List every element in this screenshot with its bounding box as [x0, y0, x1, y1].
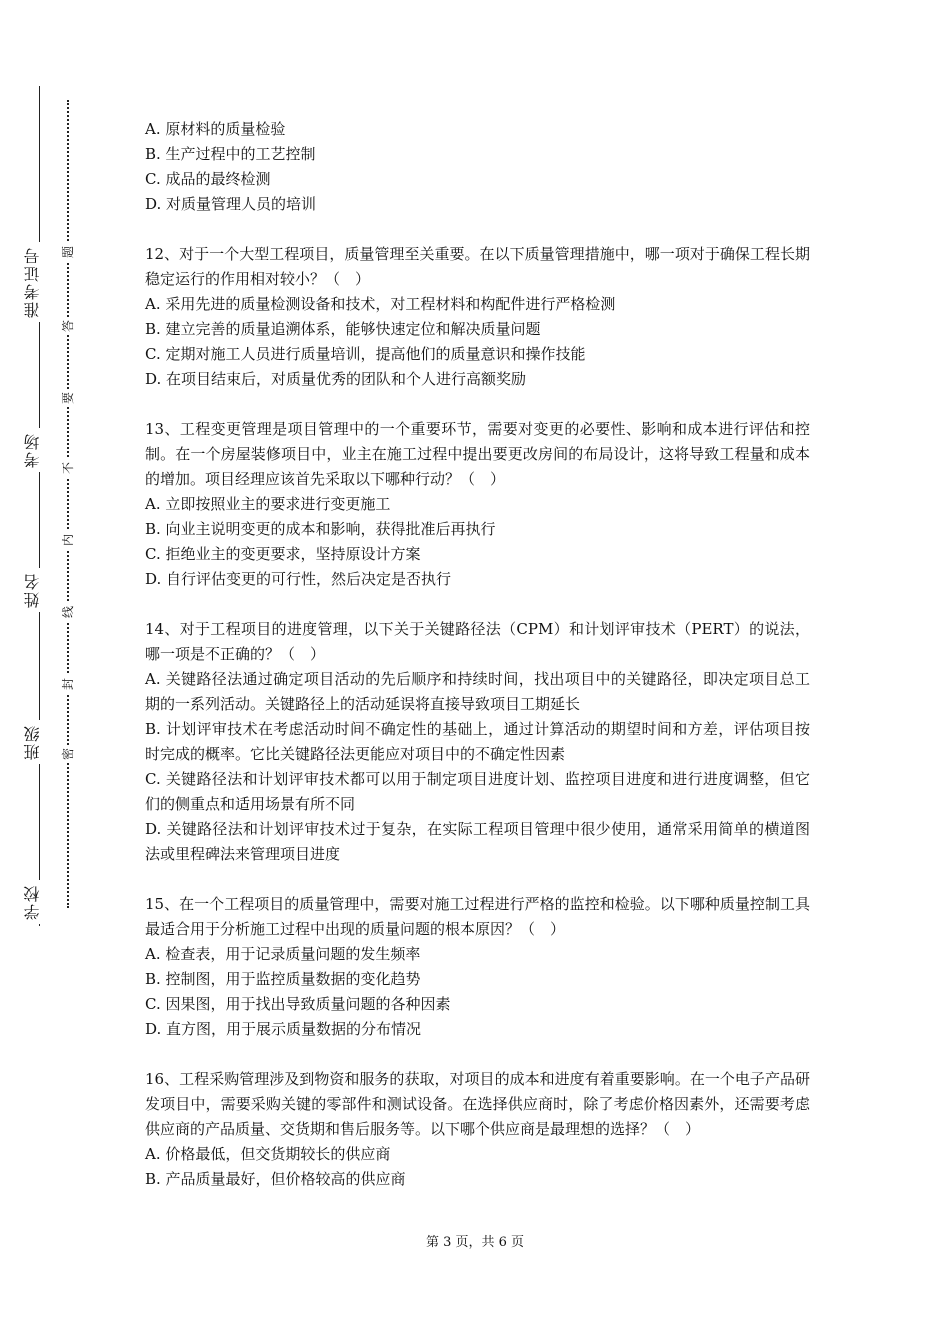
- option-d: D. 自行评估变更的可行性，然后决定是否执行: [145, 570, 452, 588]
- margin-field-name: 姓名: [22, 568, 44, 612]
- seal-char: 内: [59, 531, 77, 549]
- option-a: A. 关键路径法通过确定项目活动的先后顺序和持续时间，找出项目中的关键路径，即决定项目总工期的一系列活动。关键路径上的活动延误将直接导致项目工期延长: [145, 670, 810, 713]
- option-c: C. 拒绝业主的变更要求，坚持原设计方案: [145, 545, 421, 563]
- option-b: B. 计划评审技术在考虑活动时间不确定性的基础上，通过计算活动的期望时间和方差，评估项目按时完成的概率。它比关键路径法更能应对项目中的不确定性因素: [145, 720, 810, 763]
- seal-char: 封: [59, 675, 77, 693]
- seal-char: 题: [59, 243, 77, 261]
- margin-solid-line: [39, 86, 40, 926]
- question-16: [145, 1067, 810, 1192]
- margin-field-class: 班级: [22, 720, 44, 764]
- option-a: A. 价格最低，但交货期较长的供应商: [145, 1145, 391, 1163]
- seal-char: 密: [59, 745, 77, 763]
- option-b: B. 建立完善的质量追溯体系，能够快速定位和解决质量问题: [145, 320, 541, 338]
- seal-char: 线: [59, 603, 77, 621]
- margin-field-exam-room: 考场: [22, 428, 44, 472]
- seal-char: 答: [59, 317, 77, 335]
- option-b: B. 向业主说明变更的成本和影响，获得批准后再执行: [145, 520, 496, 538]
- margin-field-school: 学校: [22, 880, 44, 924]
- option-d: D. 关键路径法和计划评审技术过于复杂，在实际工程项目管理中很少使用，通常采用简单的横道图法或里程碑法来管理项目进度: [145, 820, 810, 863]
- question-13: [145, 417, 810, 592]
- question-stem: 16、工程采购管理涉及到物资和服务的获取，对项目的成本和进度有着重要影响。在一个电子产品研发项目中，需要采购关键的零部件和测试设备。在选择供应商时，除了考虑价格因素外，还需要考虑供应商的产品质量、交货期和售后服务等。以下哪个供应商是最理想的选择？（ ）: [145, 1070, 810, 1138]
- question-15: [145, 892, 810, 1042]
- option-d: D. 对质量管理人员的培训: [145, 195, 317, 213]
- question-stem: 15、在一个工程项目的质量管理中，需要对施工过程进行严格的监控和检验。以下哪种质量控制工具最适合用于分析施工过程中出现的质量问题的根本原因？（ ）: [145, 895, 810, 938]
- exam-content: [145, 117, 810, 1192]
- margin-field-exam-number: 准考证号: [22, 242, 44, 322]
- intro-options: [145, 117, 810, 217]
- seal-char: 要: [59, 389, 77, 407]
- seal-char: 不: [59, 459, 77, 477]
- option-c: C. 关键路径法和计划评审技术都可以用于制定项目进度计划、监控项目进度和进行进度调整，但它们的侧重点和适用场景有所不同: [145, 770, 810, 813]
- question-14: [145, 617, 810, 867]
- option-b: B. 生产过程中的工艺控制: [145, 145, 316, 163]
- binding-margin: [0, 0, 130, 1344]
- page-footer: 第 3 页，共 6 页: [425, 1235, 525, 1250]
- option-b: B. 产品质量最好，但价格较高的供应商: [145, 1170, 406, 1188]
- option-b: B. 控制图，用于监控质量数据的变化趋势: [145, 970, 421, 988]
- option-a: A. 采用先进的质量检测设备和技术，对工程材料和构配件进行严格检测: [145, 295, 616, 313]
- question-stem: 13、工程变更管理是项目管理中的一个重要环节，需要对变更的必要性、影响和成本进行评估和控制。在一个房屋装修项目中，业主在施工过程中提出要更改房间的布局设计，这将导致工程量和成本的增加。项目经理应该首先采取以下哪种行动？（ ）: [145, 420, 810, 488]
- option-d: D. 在项目结束后，对质量优秀的团队和个人进行高额奖励: [145, 370, 527, 388]
- option-d: D. 直方图，用于展示质量数据的分布情况: [145, 1020, 422, 1038]
- margin-dotted-line: [67, 100, 69, 908]
- question-stem: 14、对于工程项目的进度管理，以下关于关键路径法（CPM）和计划评审技术（PERT）的说法，哪一项是不正确的？（ ）: [145, 620, 810, 663]
- option-a: A. 检查表，用于记录质量问题的发生频率: [145, 945, 421, 963]
- option-a: A. 原材料的质量检验: [145, 120, 286, 138]
- option-c: C. 成品的最终检测: [145, 170, 271, 188]
- option-a: A. 立即按照业主的要求进行变更施工: [145, 495, 391, 513]
- option-c: C. 因果图，用于找出导致质量问题的各种因素: [145, 995, 451, 1013]
- option-c: C. 定期对施工人员进行质量培训，提高他们的质量意识和操作技能: [145, 345, 586, 363]
- question-stem: 12、对于一个大型工程项目，质量管理至关重要。在以下质量管理措施中，哪一项对于确保工程长期稳定运行的作用相对较小？（ ）: [145, 245, 810, 288]
- question-12: [145, 242, 810, 392]
